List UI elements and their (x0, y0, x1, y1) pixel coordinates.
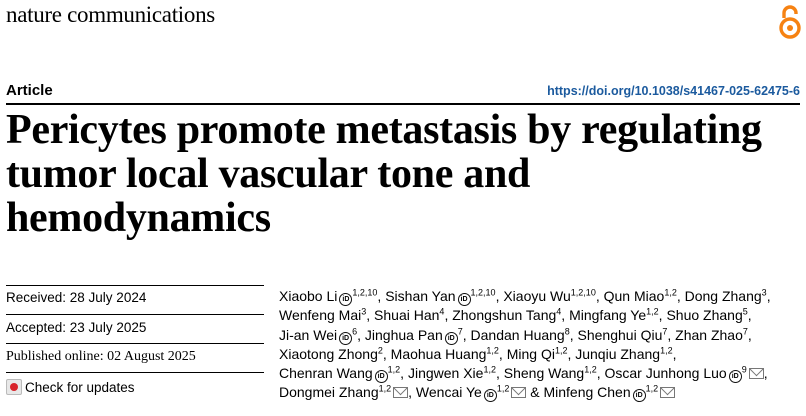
author-item[interactable] (604, 288, 685, 304)
author-separator: , (366, 307, 375, 324)
author-item[interactable] (578, 327, 676, 343)
author-item[interactable] (452, 307, 569, 323)
author-item[interactable] (604, 365, 767, 381)
meta-divider (6, 372, 264, 373)
author-name: Xiaobo Li (279, 288, 338, 304)
header-rule (6, 103, 800, 105)
author-separator: , (357, 326, 365, 343)
author-name: Shenghui Qiu (577, 326, 663, 343)
author-separator: , (377, 288, 386, 304)
orcid-icon[interactable]: iD (339, 332, 352, 345)
author-separator: , (567, 345, 576, 362)
author-affiliation: 1,2 (387, 364, 401, 375)
author-separator: , (747, 307, 752, 324)
author-separator: , (596, 365, 605, 382)
author-separator: , (658, 307, 667, 324)
author-separator: , (462, 326, 471, 343)
author-affiliation: 1,2,10 (470, 287, 496, 298)
author-separator: , (444, 307, 453, 324)
author-separator: , (408, 384, 416, 401)
author-name: Oscar Junhong Luo (604, 365, 727, 382)
author-affiliation: 1,2 (496, 383, 510, 394)
author-name: Ming Qi (506, 345, 555, 362)
author-name: Jingwen Xie (407, 365, 484, 382)
author-item[interactable] (365, 327, 471, 343)
author-separator: , (747, 326, 752, 343)
envelope-icon[interactable] (660, 387, 675, 398)
author-item[interactable] (279, 307, 374, 323)
meta-divider (6, 285, 264, 286)
author-affiliation: 3 (361, 306, 367, 317)
author-name: Wencai Ye (415, 384, 482, 401)
meta-divider (6, 343, 264, 344)
author-separator: & (526, 384, 544, 401)
author-item[interactable] (279, 365, 408, 381)
author-item[interactable] (507, 346, 576, 362)
author-affiliation: 1,2 (483, 364, 496, 375)
meta-divider (6, 314, 264, 315)
author-name: Shuo Zhang (666, 307, 743, 324)
author-item[interactable] (504, 365, 605, 381)
author-name: Mingfang Ye (569, 307, 647, 324)
author-name: Chenran Wang (279, 365, 373, 382)
orcid-icon[interactable]: iD (633, 389, 646, 402)
journal-name[interactable]: nature communications (6, 2, 215, 27)
author-item[interactable] (543, 384, 675, 400)
author-affiliation: 7 (742, 325, 748, 336)
accepted-date: Accepted: 23 July 2025 (6, 320, 147, 335)
check-for-updates-label: Check for updates (25, 380, 135, 395)
author-item[interactable] (279, 327, 365, 343)
author-name: Junqiu Zhang (575, 345, 661, 362)
author-affiliation: 1,2 (660, 345, 673, 356)
check-for-updates-icon (6, 379, 22, 395)
author-item[interactable] (374, 307, 452, 323)
author-affiliation: 1,2 (584, 364, 597, 375)
author-name: Xiaoyu Wu (503, 288, 571, 304)
orcid-icon[interactable]: iD (484, 389, 497, 402)
author-name: Ji-an Wei (279, 326, 338, 343)
author-affiliation: 7 (662, 325, 668, 336)
author-item[interactable] (471, 327, 578, 343)
author-separator: , (495, 365, 504, 382)
author-name: Sheng Wang (503, 365, 585, 382)
orcid-icon[interactable]: iD (729, 370, 742, 383)
author-separator: , (561, 307, 570, 324)
author-item[interactable] (408, 365, 504, 381)
author-affiliation: 9 (741, 364, 747, 375)
author-separator: , (495, 288, 504, 304)
title-line: Pericytes promote metastasis by regulating (6, 107, 762, 153)
orcid-icon[interactable]: iD (445, 332, 458, 345)
author-item[interactable] (675, 327, 752, 343)
author-affiliation: 1,2 (554, 345, 568, 356)
author-name: Minfeng Chen (543, 384, 631, 401)
author-affiliation: 1,2 (645, 383, 659, 394)
author-name: Zhan Zhao (675, 326, 743, 343)
envelope-icon[interactable] (511, 387, 526, 398)
author-affiliation: 3 (761, 287, 767, 298)
author-affiliation: 8 (564, 325, 570, 336)
author-affiliation: 1,2 (646, 306, 659, 317)
author-item[interactable] (569, 307, 666, 323)
author-separator: , (766, 288, 771, 304)
author-item[interactable] (503, 288, 603, 304)
author-name: Wenfeng Mai (279, 307, 362, 324)
orcid-icon[interactable]: iD (339, 293, 352, 306)
author-name: Zhongshun Tang (452, 307, 557, 324)
author-separator: , (676, 288, 685, 304)
author-name: Maohua Huang (390, 345, 487, 362)
author-list (279, 287, 803, 403)
author-name: Dongmei Zhang (279, 384, 379, 401)
author-item[interactable] (666, 307, 751, 323)
author-separator: , (382, 345, 391, 362)
author-affiliation: 4 (556, 306, 562, 317)
author-name: Shuai Han (374, 307, 440, 324)
author-item[interactable] (279, 346, 391, 362)
author-separator: , (672, 345, 677, 362)
published-date: Published online: 02 August 2025 (6, 349, 196, 364)
author-separator: , (498, 345, 507, 362)
author-name: Xiaotong Zhong (279, 345, 378, 362)
article-title (6, 108, 800, 240)
orcid-icon[interactable]: iD (375, 370, 388, 383)
author-affiliation: 4 (439, 306, 445, 317)
author-item[interactable] (685, 288, 771, 304)
author-item[interactable] (416, 384, 544, 400)
open-access-icon (778, 4, 802, 40)
author-item[interactable] (385, 288, 503, 304)
author-affiliation: 1,2 (486, 345, 499, 356)
author-item[interactable] (279, 384, 416, 400)
author-affiliation: 1,2 (664, 287, 677, 298)
article-type: Article (6, 82, 53, 99)
title-line: hemodynamics (6, 195, 271, 241)
author-affiliation: 1,2 (378, 383, 392, 394)
orcid-icon[interactable]: iD (458, 293, 471, 306)
author-affiliation: 1,2,10 (570, 287, 596, 298)
author-item[interactable] (279, 288, 385, 304)
author-item[interactable] (575, 346, 676, 362)
author-name: Dandan Huang (470, 326, 565, 343)
author-separator: , (763, 365, 768, 382)
author-separator: , (595, 288, 604, 304)
title-line: tumor local vascular tone and (6, 151, 531, 197)
author-separator: , (569, 326, 578, 343)
author-separator: , (667, 326, 676, 343)
author-name: Dong Zhang (684, 288, 762, 304)
author-name: Jinghua Pan (364, 326, 443, 343)
doi-link[interactable]: https://doi.org/10.1038/s41467-025-62475-6 (547, 84, 800, 98)
author-affiliation: 7 (457, 325, 463, 336)
author-affiliation: 5 (742, 306, 748, 317)
author-affiliation: 6 (352, 325, 358, 336)
author-affiliation: 1,2,10 (352, 287, 378, 298)
check-for-updates-button[interactable] (6, 379, 135, 395)
author-name: Qun Miao (603, 288, 665, 304)
author-item[interactable] (391, 346, 507, 362)
author-affiliation: 2 (377, 345, 383, 356)
received-date: Received: 28 July 2024 (6, 290, 147, 305)
author-name: Sishan Yan (385, 288, 456, 304)
envelope-icon[interactable] (393, 387, 408, 398)
envelope-icon[interactable] (749, 368, 764, 379)
author-separator: , (400, 365, 408, 382)
